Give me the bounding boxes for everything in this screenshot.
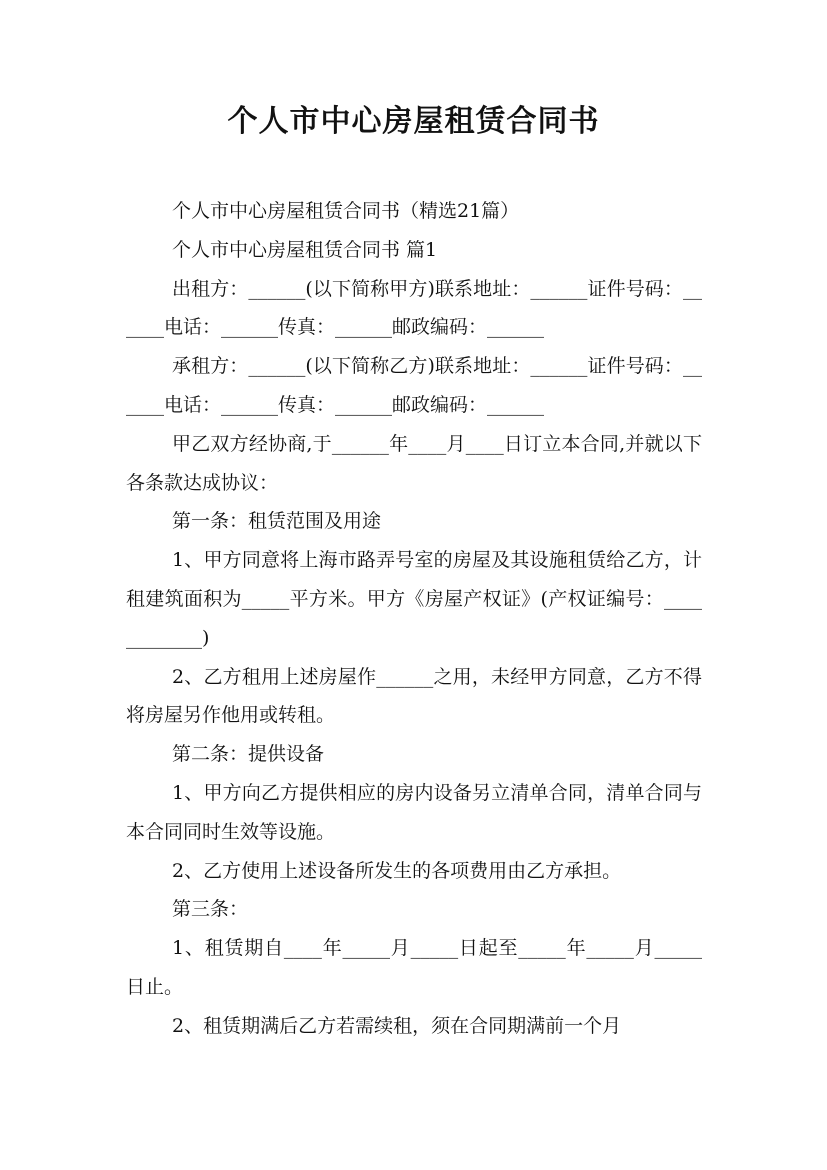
article-1-clause-1: 1、甲方同意将上海市路弄号室的房屋及其设施租赁给乙方，计租建筑面积为_____平方米。甲方《房屋产权证》(产权证编号：____________)	[126, 549, 702, 649]
paragraph-agreement: 甲乙双方经协商,于______年____月____日订立本合同,并就以下各条款达成协议：	[126, 432, 702, 494]
paragraph-lessee: 承租方：______(以下简称乙方)联系地址：______证件号码：______电话：______传真：______邮政编码：______	[126, 355, 702, 416]
document-body	[126, 192, 702, 1046]
article-2-heading: 第二条：提供设备	[172, 743, 325, 766]
paragraph-section-heading: 个人市中心房屋租赁合同书 篇1	[172, 238, 438, 261]
article-1-heading: 第一条：租赁范围及用途	[172, 510, 382, 533]
document-title: 个人市中心房屋租赁合同书	[227, 104, 600, 139]
article-3-clause-2: 2、租赁期满后乙方若需续租，须在合同期满前一个月	[172, 1014, 622, 1037]
article-3-clause-1: 1、租赁期自____年_____月_____日起至_____年_____月_____日止。	[126, 937, 702, 998]
article-2-clause-1: 1、甲方向乙方提供相应的房内设备另立清单合同，清单合同与本合同同时生效等设施。	[126, 781, 702, 843]
paragraph-lessor: 出租方：______(以下简称甲方)联系地址：______证件号码：______电话：______传真：______邮政编码：______	[126, 277, 702, 339]
article-1-clause-2: 2、乙方租用上述房屋作______之用，未经甲方同意，乙方不得将房屋另作他用或转租。	[126, 665, 702, 727]
article-2-clause-2: 2、乙方使用上述设备所发生的各项费用由乙方承担。	[172, 859, 622, 882]
article-3-heading: 第三条：	[172, 898, 249, 921]
paragraph-intro: 个人市中心房屋租赁合同书（精选21篇）	[172, 200, 520, 222]
